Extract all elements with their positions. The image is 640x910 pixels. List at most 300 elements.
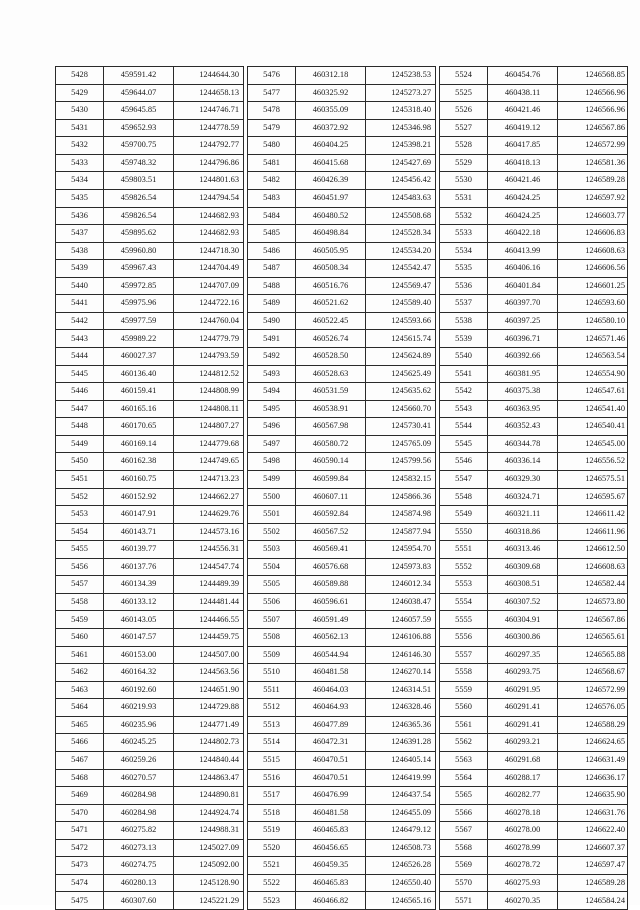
x-coordinate-cell: 459748.32 [104, 154, 174, 172]
x-coordinate-cell: 460313.46 [488, 541, 558, 559]
x-coordinate-cell: 460275.82 [104, 822, 174, 840]
x-coordinate-cell: 460318.86 [488, 523, 558, 541]
point-number-cell: 5466 [56, 734, 104, 752]
x-coordinate-cell: 460397.70 [488, 295, 558, 313]
point-number-cell: 5470 [56, 804, 104, 822]
x-coordinate-cell: 460476.99 [296, 787, 366, 805]
y-coordinate-cell: 1245346.98 [366, 119, 436, 137]
point-number-cell: 5498 [248, 453, 296, 471]
y-coordinate-cell: 1244808.11 [174, 400, 244, 418]
point-number-cell: 5558 [440, 664, 488, 682]
x-coordinate-cell: 460481.58 [296, 804, 366, 822]
table-row [440, 242, 628, 260]
x-coordinate-cell: 460274.75 [104, 857, 174, 875]
x-coordinate-cell: 460599.84 [296, 470, 366, 488]
x-coordinate-cell: 460137.76 [104, 558, 174, 576]
point-number-cell: 5535 [440, 260, 488, 278]
y-coordinate-cell: 1246508.73 [366, 839, 436, 857]
point-number-cell: 5539 [440, 330, 488, 348]
x-coordinate-cell: 460372.92 [296, 119, 366, 137]
y-coordinate-cell: 1246012.34 [366, 576, 436, 594]
point-number-cell: 5543 [440, 400, 488, 418]
x-coordinate-cell: 460291.41 [488, 699, 558, 717]
x-coordinate-cell: 460291.68 [488, 751, 558, 769]
table-row [248, 699, 436, 717]
point-number-cell: 5508 [248, 629, 296, 647]
table-row [56, 400, 244, 418]
x-coordinate-cell: 460293.21 [488, 734, 558, 752]
table-row [56, 365, 244, 383]
y-coordinate-cell: 1245954.70 [366, 541, 436, 559]
point-number-cell: 5477 [248, 84, 296, 102]
y-coordinate-cell: 1244629.76 [174, 506, 244, 524]
x-coordinate-cell: 460406.16 [488, 260, 558, 278]
y-coordinate-cell: 1246612.50 [558, 541, 628, 559]
point-number-cell: 5465 [56, 716, 104, 734]
x-coordinate-cell: 460426.39 [296, 172, 366, 190]
table-row [56, 102, 244, 120]
point-number-cell: 5534 [440, 242, 488, 260]
y-coordinate-cell: 1246624.65 [558, 734, 628, 752]
x-coordinate-cell: 460538.91 [296, 400, 366, 418]
table-row [440, 154, 628, 172]
table-row [248, 874, 436, 892]
point-number-cell: 5554 [440, 593, 488, 611]
y-coordinate-cell: 1244802.73 [174, 734, 244, 752]
x-coordinate-cell: 460381.95 [488, 365, 558, 383]
y-coordinate-cell: 1246597.47 [558, 857, 628, 875]
y-coordinate-cell: 1244746.71 [174, 102, 244, 120]
table-row [56, 348, 244, 366]
y-coordinate-cell: 1244778.59 [174, 119, 244, 137]
table-row [248, 804, 436, 822]
point-number-cell: 5502 [248, 523, 296, 541]
point-number-cell: 5557 [440, 646, 488, 664]
x-coordinate-cell: 460259.26 [104, 751, 174, 769]
table-row [248, 506, 436, 524]
x-coordinate-cell: 459989.22 [104, 330, 174, 348]
y-coordinate-cell: 1244563.56 [174, 664, 244, 682]
y-coordinate-cell: 1244779.79 [174, 330, 244, 348]
point-number-cell: 5453 [56, 506, 104, 524]
y-coordinate-cell: 1244863.47 [174, 769, 244, 787]
table-row [440, 189, 628, 207]
table-row [440, 804, 628, 822]
point-number-cell: 5446 [56, 383, 104, 401]
x-coordinate-cell: 460027.37 [104, 348, 174, 366]
y-coordinate-cell: 1246631.49 [558, 751, 628, 769]
x-coordinate-cell: 460139.77 [104, 541, 174, 559]
y-coordinate-cell: 1245427.69 [366, 154, 436, 172]
x-coordinate-cell: 460477.89 [296, 716, 366, 734]
y-coordinate-cell: 1246601.25 [558, 277, 628, 295]
y-coordinate-cell: 1246571.46 [558, 330, 628, 348]
table-row [56, 804, 244, 822]
point-number-cell: 5526 [440, 102, 488, 120]
x-coordinate-cell: 460481.58 [296, 664, 366, 682]
x-coordinate-cell: 459652.93 [104, 119, 174, 137]
point-number-cell: 5435 [56, 189, 104, 207]
y-coordinate-cell: 1244793.59 [174, 348, 244, 366]
table-row [248, 453, 436, 471]
y-coordinate-cell: 1246106.88 [366, 629, 436, 647]
y-coordinate-cell: 1246593.60 [558, 295, 628, 313]
table-row [440, 119, 628, 137]
table-row [56, 839, 244, 857]
table-row [56, 242, 244, 260]
point-number-cell: 5441 [56, 295, 104, 313]
table-row [440, 488, 628, 506]
y-coordinate-cell: 1246606.56 [558, 260, 628, 278]
point-number-cell: 5538 [440, 312, 488, 330]
x-coordinate-cell: 460451.97 [296, 189, 366, 207]
table-row [248, 67, 436, 85]
table-row [56, 330, 244, 348]
point-number-cell: 5445 [56, 365, 104, 383]
point-number-cell: 5439 [56, 260, 104, 278]
y-coordinate-cell: 1246568.67 [558, 664, 628, 682]
table-row [440, 751, 628, 769]
point-number-cell: 5432 [56, 137, 104, 155]
point-number-cell: 5448 [56, 418, 104, 436]
point-number-cell: 5550 [440, 523, 488, 541]
table-row [248, 207, 436, 225]
table-row [248, 593, 436, 611]
x-coordinate-cell: 460307.52 [488, 593, 558, 611]
table-row [56, 769, 244, 787]
x-coordinate-cell: 460465.83 [296, 874, 366, 892]
point-number-cell: 5556 [440, 629, 488, 647]
y-coordinate-cell: 1246328.46 [366, 699, 436, 717]
x-coordinate-cell: 460275.93 [488, 874, 558, 892]
point-number-cell: 5529 [440, 154, 488, 172]
x-coordinate-cell: 460424.25 [488, 189, 558, 207]
x-coordinate-cell: 460464.03 [296, 681, 366, 699]
table-row [440, 576, 628, 594]
point-number-cell: 5473 [56, 857, 104, 875]
x-coordinate-cell: 460562.13 [296, 629, 366, 647]
y-coordinate-cell: 1245866.36 [366, 488, 436, 506]
table-row [248, 664, 436, 682]
y-coordinate-cell: 1246607.37 [558, 839, 628, 857]
y-coordinate-cell: 1246057.59 [366, 611, 436, 629]
y-coordinate-cell: 1246608.63 [558, 558, 628, 576]
x-coordinate-cell: 460344.78 [488, 435, 558, 453]
point-number-cell: 5518 [248, 804, 296, 822]
point-number-cell: 5536 [440, 277, 488, 295]
table-row [440, 716, 628, 734]
point-number-cell: 5489 [248, 295, 296, 313]
point-number-cell: 5495 [248, 400, 296, 418]
y-coordinate-cell: 1244507.00 [174, 646, 244, 664]
table-row [248, 751, 436, 769]
point-number-cell: 5499 [248, 470, 296, 488]
x-coordinate-cell: 460521.62 [296, 295, 366, 313]
table-row [56, 822, 244, 840]
y-coordinate-cell: 1246589.28 [558, 874, 628, 892]
y-coordinate-cell: 1246573.80 [558, 593, 628, 611]
point-number-cell: 5571 [440, 892, 488, 910]
table-row [56, 541, 244, 559]
table-row [56, 629, 244, 647]
table-row [248, 541, 436, 559]
table-row [56, 646, 244, 664]
point-number-cell: 5564 [440, 769, 488, 787]
table-row [56, 470, 244, 488]
x-coordinate-cell: 460136.40 [104, 365, 174, 383]
y-coordinate-cell: 1246568.85 [558, 67, 628, 85]
point-number-cell: 5520 [248, 839, 296, 857]
x-coordinate-cell: 460152.92 [104, 488, 174, 506]
x-coordinate-cell: 460454.76 [488, 67, 558, 85]
x-coordinate-cell: 460143.05 [104, 611, 174, 629]
point-number-cell: 5522 [248, 874, 296, 892]
table-row [440, 348, 628, 366]
table-row [440, 418, 628, 436]
y-coordinate-cell: 1245318.40 [366, 102, 436, 120]
point-number-cell: 5570 [440, 874, 488, 892]
x-coordinate-cell: 460396.71 [488, 330, 558, 348]
table-row [56, 787, 244, 805]
y-coordinate-cell: 1246556.52 [558, 453, 628, 471]
y-coordinate-cell: 1244682.93 [174, 207, 244, 225]
x-coordinate-cell: 460417.85 [488, 137, 558, 155]
table-row [56, 874, 244, 892]
point-number-cell: 5504 [248, 558, 296, 576]
point-number-cell: 5480 [248, 137, 296, 155]
x-coordinate-cell: 460278.18 [488, 804, 558, 822]
table-row [248, 312, 436, 330]
point-number-cell: 5429 [56, 84, 104, 102]
y-coordinate-cell: 1244779.68 [174, 435, 244, 453]
point-number-cell: 5444 [56, 348, 104, 366]
point-number-cell: 5468 [56, 769, 104, 787]
table-row [56, 576, 244, 594]
y-coordinate-cell: 1246595.67 [558, 488, 628, 506]
table-row [440, 172, 628, 190]
x-coordinate-cell: 460508.34 [296, 260, 366, 278]
y-coordinate-cell: 1244489.39 [174, 576, 244, 594]
x-coordinate-cell: 460472.31 [296, 734, 366, 752]
x-coordinate-cell: 459591.42 [104, 67, 174, 85]
table-row [440, 102, 628, 120]
table-row [56, 119, 244, 137]
table-row [440, 734, 628, 752]
y-coordinate-cell: 1246572.99 [558, 137, 628, 155]
point-number-cell: 5555 [440, 611, 488, 629]
point-number-cell: 5530 [440, 172, 488, 190]
table-row [440, 523, 628, 541]
y-coordinate-cell: 1246547.61 [558, 383, 628, 401]
x-coordinate-cell: 460470.51 [296, 769, 366, 787]
y-coordinate-cell: 1246581.36 [558, 154, 628, 172]
table-row [440, 312, 628, 330]
point-number-cell: 5559 [440, 681, 488, 699]
y-coordinate-cell: 1244794.54 [174, 189, 244, 207]
y-coordinate-cell: 1246597.92 [558, 189, 628, 207]
y-coordinate-cell: 1246541.40 [558, 400, 628, 418]
table-row [440, 822, 628, 840]
y-coordinate-cell: 1244808.99 [174, 383, 244, 401]
x-coordinate-cell: 460591.49 [296, 611, 366, 629]
y-coordinate-cell: 1245456.42 [366, 172, 436, 190]
table-row [248, 242, 436, 260]
y-coordinate-cell: 1244760.04 [174, 312, 244, 330]
table-row [248, 383, 436, 401]
y-coordinate-cell: 1246526.28 [366, 857, 436, 875]
y-coordinate-cell: 1246566.96 [558, 84, 628, 102]
table-row [248, 277, 436, 295]
point-number-cell: 5474 [56, 874, 104, 892]
table-row [248, 646, 436, 664]
x-coordinate-cell: 460159.41 [104, 383, 174, 401]
y-coordinate-cell: 1246631.76 [558, 804, 628, 822]
table-row [440, 646, 628, 664]
table-row [248, 102, 436, 120]
y-coordinate-cell: 1244556.31 [174, 541, 244, 559]
point-number-cell: 5428 [56, 67, 104, 85]
x-coordinate-cell: 460133.12 [104, 593, 174, 611]
point-number-cell: 5431 [56, 119, 104, 137]
y-coordinate-cell: 1246622.40 [558, 822, 628, 840]
table-row [440, 857, 628, 875]
y-coordinate-cell: 1245973.83 [366, 558, 436, 576]
x-coordinate-cell: 460567.98 [296, 418, 366, 436]
y-coordinate-cell: 1245534.20 [366, 242, 436, 260]
point-number-cell: 5511 [248, 681, 296, 699]
table-row [248, 330, 436, 348]
x-coordinate-cell: 460528.63 [296, 365, 366, 383]
point-number-cell: 5516 [248, 769, 296, 787]
y-coordinate-cell: 1246572.99 [558, 681, 628, 699]
table-row [440, 629, 628, 647]
x-coordinate-cell: 460162.38 [104, 453, 174, 471]
table-row [56, 857, 244, 875]
point-number-cell: 5433 [56, 154, 104, 172]
point-number-cell: 5565 [440, 787, 488, 805]
point-number-cell: 5519 [248, 822, 296, 840]
x-coordinate-cell: 460569.41 [296, 541, 366, 559]
table-row [440, 892, 628, 910]
y-coordinate-cell: 1244722.16 [174, 295, 244, 313]
point-number-cell: 5481 [248, 154, 296, 172]
y-coordinate-cell: 1246566.96 [558, 102, 628, 120]
x-coordinate-cell: 460153.00 [104, 646, 174, 664]
table-row [56, 716, 244, 734]
point-number-cell: 5507 [248, 611, 296, 629]
table-row [248, 681, 436, 699]
table-row [248, 225, 436, 243]
x-coordinate-cell: 459975.96 [104, 295, 174, 313]
y-coordinate-cell: 1246611.96 [558, 523, 628, 541]
y-coordinate-cell: 1244644.30 [174, 67, 244, 85]
y-coordinate-cell: 1244801.63 [174, 172, 244, 190]
point-number-cell: 5493 [248, 365, 296, 383]
table-row [248, 365, 436, 383]
table-row [56, 681, 244, 699]
table-row [56, 593, 244, 611]
y-coordinate-cell: 1245593.66 [366, 312, 436, 330]
table-row [56, 453, 244, 471]
point-number-cell: 5560 [440, 699, 488, 717]
point-number-cell: 5454 [56, 523, 104, 541]
table-row [56, 506, 244, 524]
x-coordinate-cell: 460544.94 [296, 646, 366, 664]
table-row [56, 295, 244, 313]
point-number-cell: 5458 [56, 593, 104, 611]
table-row [56, 558, 244, 576]
point-number-cell: 5486 [248, 242, 296, 260]
y-coordinate-cell: 1246455.09 [366, 804, 436, 822]
x-coordinate-cell: 459645.85 [104, 102, 174, 120]
y-coordinate-cell: 1245660.70 [366, 400, 436, 418]
point-number-cell: 5436 [56, 207, 104, 225]
point-number-cell: 5475 [56, 892, 104, 910]
point-number-cell: 5491 [248, 330, 296, 348]
y-coordinate-cell: 1245874.98 [366, 506, 436, 524]
point-number-cell: 5527 [440, 119, 488, 137]
x-coordinate-cell: 460413.99 [488, 242, 558, 260]
y-coordinate-cell: 1245398.21 [366, 137, 436, 155]
point-number-cell: 5467 [56, 751, 104, 769]
y-coordinate-cell: 1245625.49 [366, 365, 436, 383]
table-body [56, 67, 244, 910]
y-coordinate-cell: 1246270.14 [366, 664, 436, 682]
point-number-cell: 5523 [248, 892, 296, 910]
table-row [56, 154, 244, 172]
table-row [56, 207, 244, 225]
y-coordinate-cell: 1245635.62 [366, 383, 436, 401]
y-coordinate-cell: 1245128.90 [174, 874, 244, 892]
point-number-cell: 5545 [440, 435, 488, 453]
y-coordinate-cell: 1246575.51 [558, 470, 628, 488]
y-coordinate-cell: 1244840.44 [174, 751, 244, 769]
point-number-cell: 5442 [56, 312, 104, 330]
point-number-cell: 5452 [56, 488, 104, 506]
x-coordinate-cell: 460355.09 [296, 102, 366, 120]
point-number-cell: 5460 [56, 629, 104, 647]
table-row [56, 67, 244, 85]
table-row [248, 400, 436, 418]
x-coordinate-cell: 460590.14 [296, 453, 366, 471]
x-coordinate-cell: 459977.59 [104, 312, 174, 330]
table-row [248, 260, 436, 278]
point-number-cell: 5567 [440, 822, 488, 840]
point-number-cell: 5525 [440, 84, 488, 102]
y-coordinate-cell: 1246365.36 [366, 716, 436, 734]
y-coordinate-cell: 1246419.99 [366, 769, 436, 787]
x-coordinate-cell: 460352.43 [488, 418, 558, 436]
point-number-cell: 5542 [440, 383, 488, 401]
point-number-cell: 5517 [248, 787, 296, 805]
x-coordinate-cell: 460375.38 [488, 383, 558, 401]
table-row [440, 699, 628, 717]
table-row [248, 576, 436, 594]
x-coordinate-cell: 460465.83 [296, 822, 366, 840]
x-coordinate-cell: 459960.80 [104, 242, 174, 260]
point-number-cell: 5464 [56, 699, 104, 717]
y-coordinate-cell: 1246603.77 [558, 207, 628, 225]
y-coordinate-cell: 1245765.09 [366, 435, 436, 453]
table-row [248, 348, 436, 366]
y-coordinate-cell: 1246584.24 [558, 892, 628, 910]
y-coordinate-cell: 1244573.16 [174, 523, 244, 541]
x-coordinate-cell: 460170.65 [104, 418, 174, 436]
point-number-cell: 5438 [56, 242, 104, 260]
table-row [440, 593, 628, 611]
point-number-cell: 5569 [440, 857, 488, 875]
x-coordinate-cell: 460321.11 [488, 506, 558, 524]
